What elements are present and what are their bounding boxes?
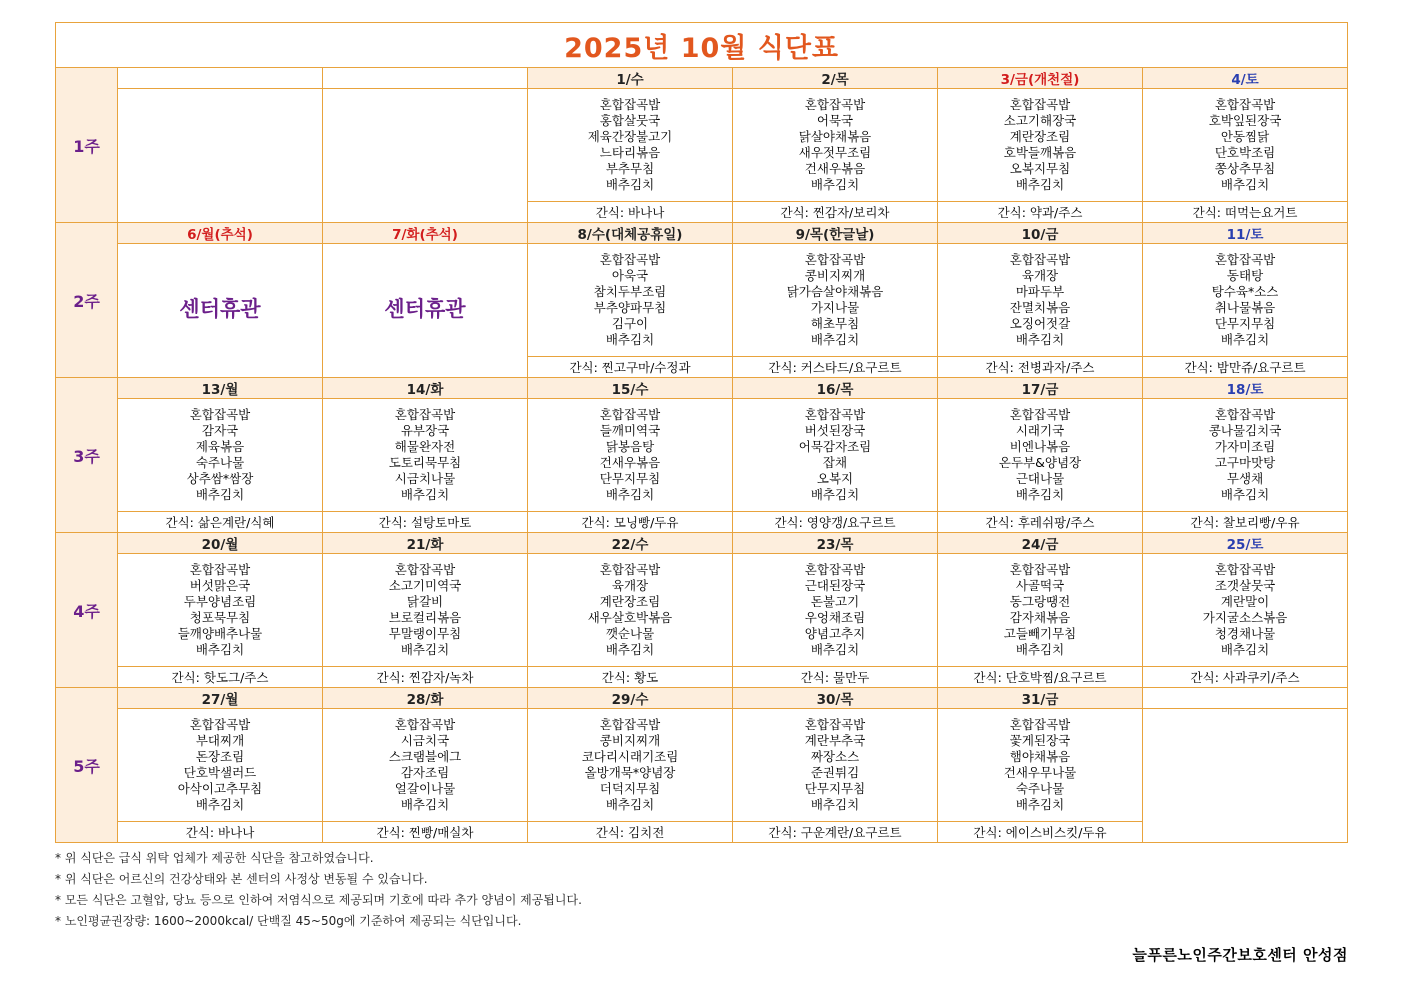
snack-cell: 간식: 찐감자/보리차 — [733, 202, 938, 223]
menu-item: 단무지무침 — [804, 781, 866, 796]
menu-item: 더덕지무침 — [599, 781, 661, 796]
date-header: 1/수 — [528, 68, 733, 89]
menu-item: 혼합잡곡밥 — [1009, 252, 1071, 267]
menu-item: 혼합잡곡밥 — [1214, 407, 1276, 422]
date-header: 3/금(개천절) — [938, 68, 1143, 89]
menu-item: 혼합잡곡밥 — [599, 407, 661, 422]
menu-cell — [1143, 399, 1348, 512]
menu-item: 상추쌈*쌈장 — [186, 471, 254, 486]
menu-item: 혼합잡곡밥 — [189, 407, 251, 422]
menu-item: 혼합잡곡밥 — [1214, 252, 1276, 267]
menu-item: 들깨양배추나물 — [177, 626, 263, 641]
closed-cell: 센터휴관 — [118, 244, 323, 378]
menu-item: 들깨미역국 — [599, 423, 661, 438]
snack-cell: 간식: 단호박찜/요구르트 — [938, 667, 1143, 688]
date-header: 28/화 — [323, 688, 528, 709]
menu-item: 혼합잡곡밥 — [394, 562, 456, 577]
menu-item: 잡채 — [822, 455, 848, 470]
menu-item: 육개장 — [611, 578, 649, 593]
menu-item: 제육간장불고기 — [587, 129, 673, 144]
menu-item: 감자채볶음 — [1009, 610, 1071, 625]
menu-item: 마파두부 — [1015, 284, 1065, 299]
menu-item: 배추김치 — [1220, 177, 1270, 192]
menu-item: 배추김치 — [400, 797, 450, 812]
menu-item: 깻순나물 — [605, 626, 655, 641]
week-label: 1주 — [56, 68, 118, 223]
menu-item: 혼합잡곡밥 — [394, 407, 456, 422]
menu-item: 시금치국 — [400, 733, 450, 748]
menu-item: 육개장 — [1021, 268, 1059, 283]
menu-item: 단호박샐러드 — [183, 765, 257, 780]
menu-item: 배추김치 — [400, 642, 450, 657]
menu-item: 콩비지찌개 — [599, 733, 661, 748]
date-row — [56, 378, 1348, 399]
menu-item: 오징어젓갈 — [1009, 316, 1071, 331]
menu-item: 온두부&양념장 — [998, 455, 1082, 470]
menu-item: 참치두부조림 — [593, 284, 667, 299]
menu-item: 배추김치 — [1220, 642, 1270, 657]
date-header — [323, 68, 528, 89]
menu-cell — [528, 89, 733, 202]
menu-item: 오복지 — [816, 471, 854, 486]
empty-cell — [1143, 709, 1348, 843]
menu-item: 닭살야채볶음 — [798, 129, 872, 144]
menu-item: 단무지무침 — [1214, 316, 1276, 331]
menu-item: 배추김치 — [1015, 487, 1065, 502]
snack-cell: 간식: 황도 — [528, 667, 733, 688]
menu-item: 계란장조림 — [1009, 129, 1071, 144]
menu-item: 혼합잡곡밥 — [1214, 97, 1276, 112]
menu-item: 소고기미역국 — [388, 578, 462, 593]
snack-cell: 간식: 사과쿠키/주스 — [1143, 667, 1348, 688]
menu-item: 혼합잡곡밥 — [394, 717, 456, 732]
menu-item: 돈장조림 — [195, 749, 245, 764]
menu-item: 계란부추국 — [804, 733, 866, 748]
snack-cell: 간식: 구운계란/요구르트 — [733, 822, 938, 843]
menu-item: 배추김치 — [195, 797, 245, 812]
menu-item: 도토리묵무침 — [388, 455, 462, 470]
menu-item: 사골떡국 — [1015, 578, 1065, 593]
menu-item: 무생채 — [1226, 471, 1264, 486]
empty-cell — [323, 89, 528, 223]
snack-row — [56, 512, 1348, 533]
snack-cell: 간식: 물만두 — [733, 667, 938, 688]
menu-item: 안동찜닭 — [1220, 129, 1270, 144]
menu-cell — [118, 399, 323, 512]
menu-item: 배추김치 — [1015, 177, 1065, 192]
menu-item: 숙주나물 — [195, 455, 245, 470]
date-header: 31/금 — [938, 688, 1143, 709]
date-header: 2/목 — [733, 68, 938, 89]
date-row — [56, 223, 1348, 244]
snack-cell: 간식: 에이스비스킷/두유 — [938, 822, 1143, 843]
date-row — [56, 533, 1348, 554]
menu-item: 브로컬리볶음 — [388, 610, 462, 625]
snack-cell: 간식: 영양갱/요구르트 — [733, 512, 938, 533]
menu-item: 새우살호박볶음 — [587, 610, 673, 625]
menu-item: 올방개묵*양념장 — [584, 765, 676, 780]
menu-item: 숙주나물 — [1015, 781, 1065, 796]
menu-row — [56, 244, 1348, 357]
empty-cell — [118, 89, 323, 223]
menu-item: 느타리볶음 — [599, 145, 661, 160]
menu-item: 닭갈비 — [406, 594, 444, 609]
date-row — [56, 688, 1348, 709]
menu-row — [56, 554, 1348, 667]
menu-cell — [118, 709, 323, 822]
menu-item: 탕수육*소스 — [1211, 284, 1279, 299]
menu-item: 혼합잡곡밥 — [1009, 97, 1071, 112]
menu-item: 고들빼기무침 — [1003, 626, 1077, 641]
date-header: 27/월 — [118, 688, 323, 709]
menu-item: 얼갈이나물 — [394, 781, 456, 796]
snack-cell: 간식: 약과/주스 — [938, 202, 1143, 223]
date-header: 25/토 — [1143, 533, 1348, 554]
snack-cell: 간식: 김치전 — [528, 822, 733, 843]
menu-item: 닭봉음탕 — [605, 439, 655, 454]
week-label: 3주 — [56, 378, 118, 533]
date-header: 10/금 — [938, 223, 1143, 244]
menu-item: 시래기국 — [1015, 423, 1065, 438]
menu-item: 배추김치 — [605, 642, 655, 657]
menu-item: 제육볶음 — [195, 439, 245, 454]
menu-item: 오복지무침 — [1009, 161, 1071, 176]
menu-cell — [323, 554, 528, 667]
menu-item: 배추김치 — [1220, 332, 1270, 347]
snack-cell: 간식: 찐감자/녹차 — [323, 667, 528, 688]
week-label: 5주 — [56, 688, 118, 843]
menu-item: 부대찌개 — [195, 733, 245, 748]
menu-item: 혼합잡곡밥 — [804, 717, 866, 732]
menu-item: 콩비지찌개 — [804, 268, 866, 283]
menu-item: 고구마맛탕 — [1214, 455, 1276, 470]
menu-cell — [528, 244, 733, 357]
snack-cell: 간식: 삶은계란/식혜 — [118, 512, 323, 533]
menu-item: 단무지무침 — [599, 471, 661, 486]
menu-item: 홍합살뭇국 — [599, 113, 661, 128]
menu-item: 혼합잡곡밥 — [189, 562, 251, 577]
menu-item: 부추무침 — [605, 161, 655, 176]
menu-cell — [1143, 554, 1348, 667]
date-header: 6/월(추석) — [118, 223, 323, 244]
menu-cell — [733, 554, 938, 667]
menu-item: 버섯맑은국 — [189, 578, 251, 593]
date-header: 11/토 — [1143, 223, 1348, 244]
menu-item: 혼합잡곡밥 — [1009, 717, 1071, 732]
menu-item: 가지나물 — [810, 300, 860, 315]
date-header: 30/목 — [733, 688, 938, 709]
menu-cell — [528, 399, 733, 512]
menu-item: 코다리시래기조림 — [581, 749, 679, 764]
date-header: 16/목 — [733, 378, 938, 399]
menu-cell — [528, 554, 733, 667]
menu-item: 아삭이고추무침 — [177, 781, 263, 796]
menu-cell — [733, 89, 938, 202]
menu-item: 비엔나볶음 — [1009, 439, 1071, 454]
menu-item: 배추김치 — [605, 487, 655, 502]
menu-cell — [938, 554, 1143, 667]
menu-cell — [528, 709, 733, 822]
menu-item: 두부양념조림 — [183, 594, 257, 609]
menu-cell — [733, 709, 938, 822]
menu-item: 혼합잡곡밥 — [189, 717, 251, 732]
page-title — [56, 23, 1348, 68]
snack-row — [56, 667, 1348, 688]
menu-item: 배추김치 — [1220, 487, 1270, 502]
menu-item: 닭가슴살야채볶음 — [786, 284, 884, 299]
menu-item: 부추양파무침 — [593, 300, 667, 315]
menu-item: 배추김치 — [195, 642, 245, 657]
menu-cell — [733, 399, 938, 512]
menu-item: 혼합잡곡밥 — [804, 407, 866, 422]
note-line: * 위 식단은 급식 위탁 업체가 제공한 식단을 참고하였습니다. — [55, 851, 374, 865]
date-header: 23/목 — [733, 533, 938, 554]
menu-row — [56, 399, 1348, 512]
menu-item: 혼합잡곡밥 — [804, 97, 866, 112]
note-line: * 모든 식단은 고혈압, 당뇨 등으로 인하여 저염식으로 제공되며 기호에 따라 추가 양념이 제공됩니다. — [55, 893, 582, 907]
menu-item: 건새우볶음 — [804, 161, 866, 176]
menu-item: 감자조림 — [400, 765, 450, 780]
center-name-footer: 늘푸른노인주간보호센터 안성점 — [1132, 946, 1348, 964]
menu-item: 해물완자전 — [394, 439, 456, 454]
menu-item: 혼합잡곡밥 — [804, 562, 866, 577]
menu-item: 배추김치 — [810, 642, 860, 657]
date-header: 18/토 — [1143, 378, 1348, 399]
menu-item: 배추김치 — [400, 487, 450, 502]
date-header — [118, 68, 323, 89]
menu-item: 호박잎된장국 — [1208, 113, 1282, 128]
date-row — [56, 68, 1348, 89]
menu-row — [56, 89, 1348, 202]
menu-item: 잔멸치볶음 — [1009, 300, 1071, 315]
menu-item: 배추김치 — [605, 797, 655, 812]
menu-item: 가자미조림 — [1214, 439, 1276, 454]
snack-cell: 간식: 찐고구마/수정과 — [528, 357, 733, 378]
menu-item: 시금치나물 — [394, 471, 456, 486]
date-header: 20/월 — [118, 533, 323, 554]
menu-item: 동그랑땡전 — [1009, 594, 1071, 609]
menu-cell — [938, 399, 1143, 512]
menu-item: 혼합잡곡밥 — [1214, 562, 1276, 577]
menu-item: 감자국 — [201, 423, 239, 438]
menu-item: 가지굴소스볶음 — [1202, 610, 1288, 625]
title-text: 2025년 10월 식단표 — [564, 32, 840, 64]
menu-item: 유부장국 — [400, 423, 450, 438]
menu-cell — [118, 554, 323, 667]
menu-item: 배추김치 — [195, 487, 245, 502]
date-header — [1143, 688, 1348, 709]
menu-cell — [733, 244, 938, 357]
menu-cell — [938, 709, 1143, 822]
snack-cell: 간식: 밤만쥬/요구르트 — [1143, 357, 1348, 378]
menu-cell — [938, 244, 1143, 357]
menu-item: 짜장소스 — [810, 749, 860, 764]
menu-item: 해초무침 — [810, 316, 860, 331]
date-header: 24/금 — [938, 533, 1143, 554]
menu-item: 콩나물김치국 — [1208, 423, 1282, 438]
date-header: 7/화(추석) — [323, 223, 528, 244]
snack-cell: 간식: 바나나 — [118, 822, 323, 843]
menu-item: 쫑상추무침 — [1214, 161, 1276, 176]
menu-cell — [1143, 89, 1348, 202]
menu-item: 배추김치 — [605, 332, 655, 347]
date-header: 15/수 — [528, 378, 733, 399]
menu-item: 배추김치 — [810, 487, 860, 502]
menu-item: 배추김치 — [605, 177, 655, 192]
menu-item: 혼합잡곡밥 — [599, 97, 661, 112]
menu-item: 배추김치 — [1015, 642, 1065, 657]
menu-item: 조갯살뭇국 — [1214, 578, 1276, 593]
menu-item: 혼합잡곡밥 — [599, 252, 661, 267]
menu-item: 계란말이 — [1220, 594, 1270, 609]
snack-cell: 간식: 찐빵/매실차 — [323, 822, 528, 843]
snack-cell: 간식: 모닝빵/두유 — [528, 512, 733, 533]
date-header: 13/월 — [118, 378, 323, 399]
menu-item: 새우젓무조림 — [798, 145, 872, 160]
snack-cell: 간식: 커스타드/요구르트 — [733, 357, 938, 378]
menu-item: 취나물볶음 — [1214, 300, 1276, 315]
date-header: 29/수 — [528, 688, 733, 709]
menu-item: 근대나물 — [1015, 471, 1065, 486]
menu-item: 동태탕 — [1226, 268, 1264, 283]
menu-item: 버섯된장국 — [804, 423, 866, 438]
menu-item: 햄야채볶음 — [1009, 749, 1071, 764]
snack-cell: 간식: 떠먹는요거트 — [1143, 202, 1348, 223]
notes-block — [55, 848, 1348, 932]
menu-item: 김구이 — [611, 316, 649, 331]
menu-item: 건새우무나물 — [1003, 765, 1077, 780]
menu-item: 혼합잡곡밥 — [599, 717, 661, 732]
menu-item: 우엉채조림 — [804, 610, 866, 625]
menu-item: 단호박조림 — [1214, 145, 1276, 160]
snack-cell: 간식: 전병과자/주스 — [938, 357, 1143, 378]
snack-cell: 간식: 설탕토마토 — [323, 512, 528, 533]
menu-item: 혼합잡곡밥 — [804, 252, 866, 267]
date-header: 4/토 — [1143, 68, 1348, 89]
title-row — [56, 23, 1348, 68]
menu-item: 배추김치 — [1015, 332, 1065, 347]
menu-item: 근대된장국 — [804, 578, 866, 593]
menu-item: 스크램블에그 — [388, 749, 462, 764]
menu-item: 청경채나물 — [1214, 626, 1276, 641]
menu-item: 청포묵무침 — [189, 610, 251, 625]
menu-cell — [1143, 244, 1348, 357]
menu-table — [55, 22, 1348, 843]
week-label: 2주 — [56, 223, 118, 378]
menu-item: 꽃게된장국 — [1009, 733, 1071, 748]
closed-cell: 센터휴관 — [323, 244, 528, 378]
date-header: 9/목(한글날) — [733, 223, 938, 244]
menu-item: 어묵감자조림 — [798, 439, 872, 454]
snack-cell: 간식: 핫도그/주스 — [118, 667, 323, 688]
snack-cell: 간식: 찰보리빵/우유 — [1143, 512, 1348, 533]
menu-item: 준권튀김 — [810, 765, 860, 780]
date-header: 14/화 — [323, 378, 528, 399]
menu-item: 아욱국 — [611, 268, 649, 283]
menu-item: 계란장조림 — [599, 594, 661, 609]
date-header: 17/금 — [938, 378, 1143, 399]
menu-row — [56, 709, 1348, 822]
menu-item: 배추김치 — [810, 797, 860, 812]
menu-item: 양념고추지 — [804, 626, 866, 641]
menu-item: 돈불고기 — [810, 594, 860, 609]
menu-item: 배추김치 — [1015, 797, 1065, 812]
menu-item: 무말랭이무침 — [388, 626, 462, 641]
week-label: 4주 — [56, 533, 118, 688]
date-header: 22/수 — [528, 533, 733, 554]
menu-item: 혼합잡곡밥 — [1009, 407, 1071, 422]
menu-item: 혼합잡곡밥 — [599, 562, 661, 577]
menu-item: 건새우볶음 — [599, 455, 661, 470]
note-line: * 위 식단은 어르신의 건강상태와 본 센터의 사정상 변동될 수 있습니다. — [55, 872, 428, 886]
menu-cell — [938, 89, 1143, 202]
note-line: * 노인평균권장량: 1600~2000kcal/ 단백질 45~50g에 기준하여 제공되는 식단입니다. — [55, 914, 522, 928]
date-header: 21/화 — [323, 533, 528, 554]
menu-item: 배추김치 — [810, 332, 860, 347]
menu-item: 소고기해장국 — [1003, 113, 1077, 128]
date-header: 8/수(대체공휴일) — [528, 223, 733, 244]
menu-item: 어묵국 — [816, 113, 854, 128]
menu-item: 배추김치 — [810, 177, 860, 192]
snack-cell: 간식: 후레쉬팡/주스 — [938, 512, 1143, 533]
menu-cell — [323, 399, 528, 512]
menu-item: 호박들깨볶음 — [1003, 145, 1077, 160]
menu-cell — [323, 709, 528, 822]
snack-cell: 간식: 바나나 — [528, 202, 733, 223]
menu-item: 혼합잡곡밥 — [1009, 562, 1071, 577]
